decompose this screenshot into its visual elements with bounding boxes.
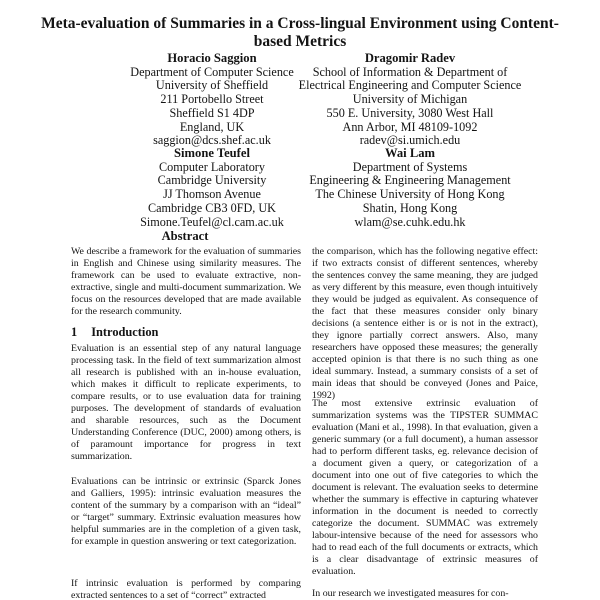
- author-email: wlam@se.cuhk.edu.hk: [354, 214, 466, 229]
- author-affiliation-line: School of Information & Department of: [312, 64, 508, 79]
- author-affiliation-line: Department of Computer Science: [130, 64, 294, 79]
- author-name: Wai Lam: [384, 146, 436, 160]
- author-block-3: [112, 147, 312, 229]
- author-affiliation-line: Computer Laboratory: [159, 159, 265, 174]
- author-block-2: [280, 52, 540, 148]
- author-affiliation-line: Cambridge CB3 0FD, UK: [148, 200, 276, 215]
- body-paragraph: Evaluation is an essential step of any natural language processing task. In the field of text summarization almost all research is published with an in-house evaluation, which makes it difficult to replicate experiments, to compare results, or to use evaluation data for training purposes. The development of standards of evaluation and sharable resources, such as the Document Understanding Conference (DUC, 2000) among others, is of paramount importance for progress in text summarization.: [71, 343, 301, 462]
- section-title: Introduction: [91, 325, 159, 339]
- author-affiliation-line: England, UK: [179, 119, 245, 134]
- author-affiliation-line: 211 Portobello Street: [160, 92, 264, 107]
- author-affiliation-line: Electrical Engineering and Computer Science: [298, 78, 522, 93]
- author-affiliation-line: Engineering & Engineering Management: [309, 173, 511, 188]
- body-paragraph: the comparison, which has the following negative effect: if two extracts consist of different sentences, whereby the sentences convey the same meaning, they are judged as very different by this measure, even though intuitively they would be judged as equivalent. As consequence of the fact that these measures consider only binary decisions (a sentence either is or is not in the extract), they ignore partially correct answers. Also, many researchers have opposed these measures; the generally accepted opinion is that there is no such thing as one ideal summary. Instead, a summary consists of a set of main ideas that should be conveyed (Jones and Paice, 1992): [312, 246, 538, 401]
- body-paragraph: Evaluations can be intrinsic or extrinsic (Sparck Jones and Galliers, 1995): intrinsic evaluation measures the content of the summary by a comparison with an “ideal” or “target” summary. Extrinsic evaluation measures how helpful summaries are in the completion of a given task, for example in question answering or text categorization.: [71, 476, 301, 547]
- author-affiliation-line: The Chinese University of Hong Kong: [315, 187, 505, 202]
- author-affiliation-line: Department of Systems: [352, 159, 468, 174]
- abstract-text: We describe a framework for the evaluation of summaries in English and Chinese using similarity measures. The framework can be used to evaluate extractive, non-extractive, single and multi-document summarization. We focus on the resources developed that are made available for the research community.: [71, 246, 301, 317]
- author-name: Simone Teufel: [174, 146, 250, 160]
- author-email: radev@si.umich.edu: [359, 133, 461, 148]
- author-affiliation-line: 550 E. University, 3080 West Hall: [326, 105, 494, 120]
- author-name: Dragomir Radev: [364, 51, 456, 65]
- author-block-4: [290, 147, 530, 229]
- abstract-heading: Abstract: [161, 229, 209, 243]
- author-affiliation-line: Shatin, Hong Kong: [362, 200, 458, 215]
- paper-title: Meta-evaluation of Summaries in a Cross-lingual Environment using Content-based Metrics: [41, 15, 559, 50]
- author-affiliation-line: Cambridge University: [157, 173, 267, 188]
- author-affiliation-line: Ann Arbor, MI 48109-1092: [342, 119, 478, 134]
- body-paragraph: If intrinsic evaluation is performed by comparing extracted sentences to a set of “correct” extracted: [71, 578, 301, 600]
- author-affiliation-line: University of Michigan: [352, 92, 468, 107]
- author-affiliation-line: JJ Thomson Avenue: [163, 187, 261, 202]
- author-email: saggion@dcs.shef.ac.uk: [153, 133, 271, 148]
- body-paragraph: The most extensive extrinsic evaluation of summarization systems was the TIPSTER SUMMAC evaluation (Mani et al., 1998). In that evaluation, given a generic summary (or a full document), a human assessor had to perform different tasks, eg. relevance decision of a document given a query, or categorization of a document into one out of five categories to which the document is relevant. The evaluation seeks to determine whether the summary is effective in capturing whatever information in the document is needed to correctly categorize the document. SUMMAC was extremely labour-intensive because of the need for assessors who had to read each of the full documents or extracts, which is a clear disadvantage of extrinsic measures of evaluation.: [312, 398, 538, 577]
- body-paragraph: In our research we investigated measures for con-: [312, 588, 509, 599]
- author-email: Simone.Teufel@cl.cam.ac.uk: [140, 214, 284, 229]
- section-number: 1: [71, 325, 78, 339]
- section-heading: [71, 325, 158, 339]
- author-affiliation-line: Sheffield S1 4DP: [169, 105, 255, 120]
- author-name: Horacio Saggion: [167, 51, 257, 65]
- author-affiliation-line: University of Sheffield: [155, 78, 269, 93]
